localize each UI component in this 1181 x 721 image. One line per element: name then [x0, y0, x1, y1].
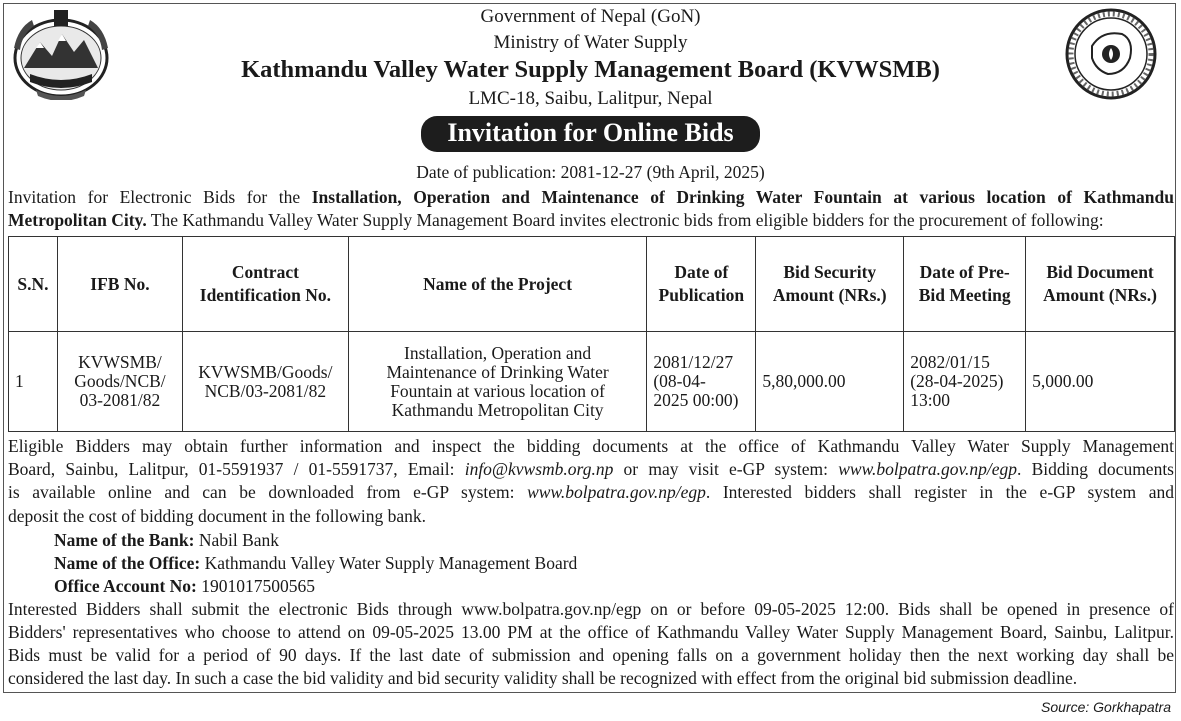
col-header-ifb: IFB No. — [57, 237, 182, 332]
submission-paragraph: Interested Bidders shall submit the electronic Bids through www.bolpatra.gov.np/egp on or before 09-05-2025 12:00. Bids shall be opened in presence of Bidders' representatives who choose to attend on 09-05-2025 13.00 PM at the office of Kathmandu Valley Water Supply Management Board, Sainbu, Lalitpur. Bids must be valid for a period of 90 days. If the last date of submission and opening falls on a government holiday then the next working day shall be considered the last day. In such a case the bid validity and bid security validity shall be recognized with effect from the original bid submission deadline. — [8, 599, 1174, 688]
col-header-contract: Contract Identification No. — [182, 237, 348, 332]
government-line: Government of Nepal (GoN) — [480, 6, 701, 27]
cell-sn: 1 — [9, 332, 58, 432]
notice-title: Invitation for Online Bids — [421, 116, 759, 152]
bank-name: Name of the Bank: Nabil Bank — [54, 530, 280, 550]
col-header-security: Bid Security Amount (NRs.) — [756, 237, 904, 332]
source-credit: Source: Gorkhapatra — [1041, 699, 1171, 715]
publication-date: Date of publication: 2081-12-27 (9th April, 2025) — [416, 162, 765, 182]
cell-contract: KVWSMB/Goods/ NCB/03-2081/82 — [182, 332, 348, 432]
cell-prebid: 2082/01/15 (28-04-2025) 13:00 — [904, 332, 1026, 432]
board-name: Kathmandu Valley Water Supply Management Board (KVWSMB) — [241, 56, 940, 83]
cell-project: Installation, Operation and Maintenance of Drinking Water Fountain at various location of Kathmandu Metropolitan City — [348, 332, 647, 432]
egp-url: www.bolpatra.gov.np/egp — [838, 459, 1017, 480]
table-row — [9, 332, 1175, 432]
board-address: LMC-18, Saibu, Lalitpur, Nepal — [468, 88, 713, 109]
table-header-row — [9, 237, 1175, 332]
col-header-prebid: Date of Pre- Bid Meeting — [904, 237, 1026, 332]
email-link: info@kvwsmb.org.np — [464, 459, 614, 480]
cell-security: 5,80,000.00 — [756, 332, 904, 432]
office-name: Name of the Office: Kathmandu Valley Water Supply Management Board — [54, 553, 578, 573]
col-header-pubdate: Date of Publication — [647, 237, 756, 332]
cell-ifb: KVWSMB/ Goods/NCB/ 03-2081/82 — [57, 332, 182, 432]
account-number: Office Account No: 1901017500565 — [54, 576, 316, 596]
egp-url: www.bolpatra.gov.np/egp — [527, 482, 706, 503]
ministry-line: Ministry of Water Supply — [493, 32, 688, 53]
bids-table — [8, 236, 1175, 432]
col-header-docamt: Bid Document Amount (NRs.) — [1026, 237, 1175, 332]
cell-docamt: 5,000.00 — [1026, 332, 1175, 432]
col-header-project: Name of the Project — [348, 237, 647, 332]
intro-paragraph: Invitation for Electronic Bids for the Installation, Operation and Maintenance of Drinking Water Fountain at various location of Kathmandu Metropolitan City. The Kathmandu Valley Water Supply Management Board invites electronic bids from eligible bidders for the procurement of following: — [8, 187, 1174, 230]
info-paragraph: Eligible Bidders may obtain further information and inspect the bidding documents at the office of Kathmandu Valley Water Supply Management Board, Sainbu, Lalitpur, 01-5591937 / 01-5591737, Email: info@kvwsmb.org.np or may visit e-GP system: www.bolpatra.gov.np/egp. Bidding documents is available online and can be downloaded from e-GP system: www.bolpatra.gov.np/egp. Interested bidders shall register in the e-GP system and deposit the cost of bidding document in the following bank. — [8, 436, 1174, 526]
col-header-sn: S.N. — [9, 237, 58, 332]
cell-pubdate: 2081/12/27 (08-04- 2025 00:00) — [647, 332, 756, 432]
